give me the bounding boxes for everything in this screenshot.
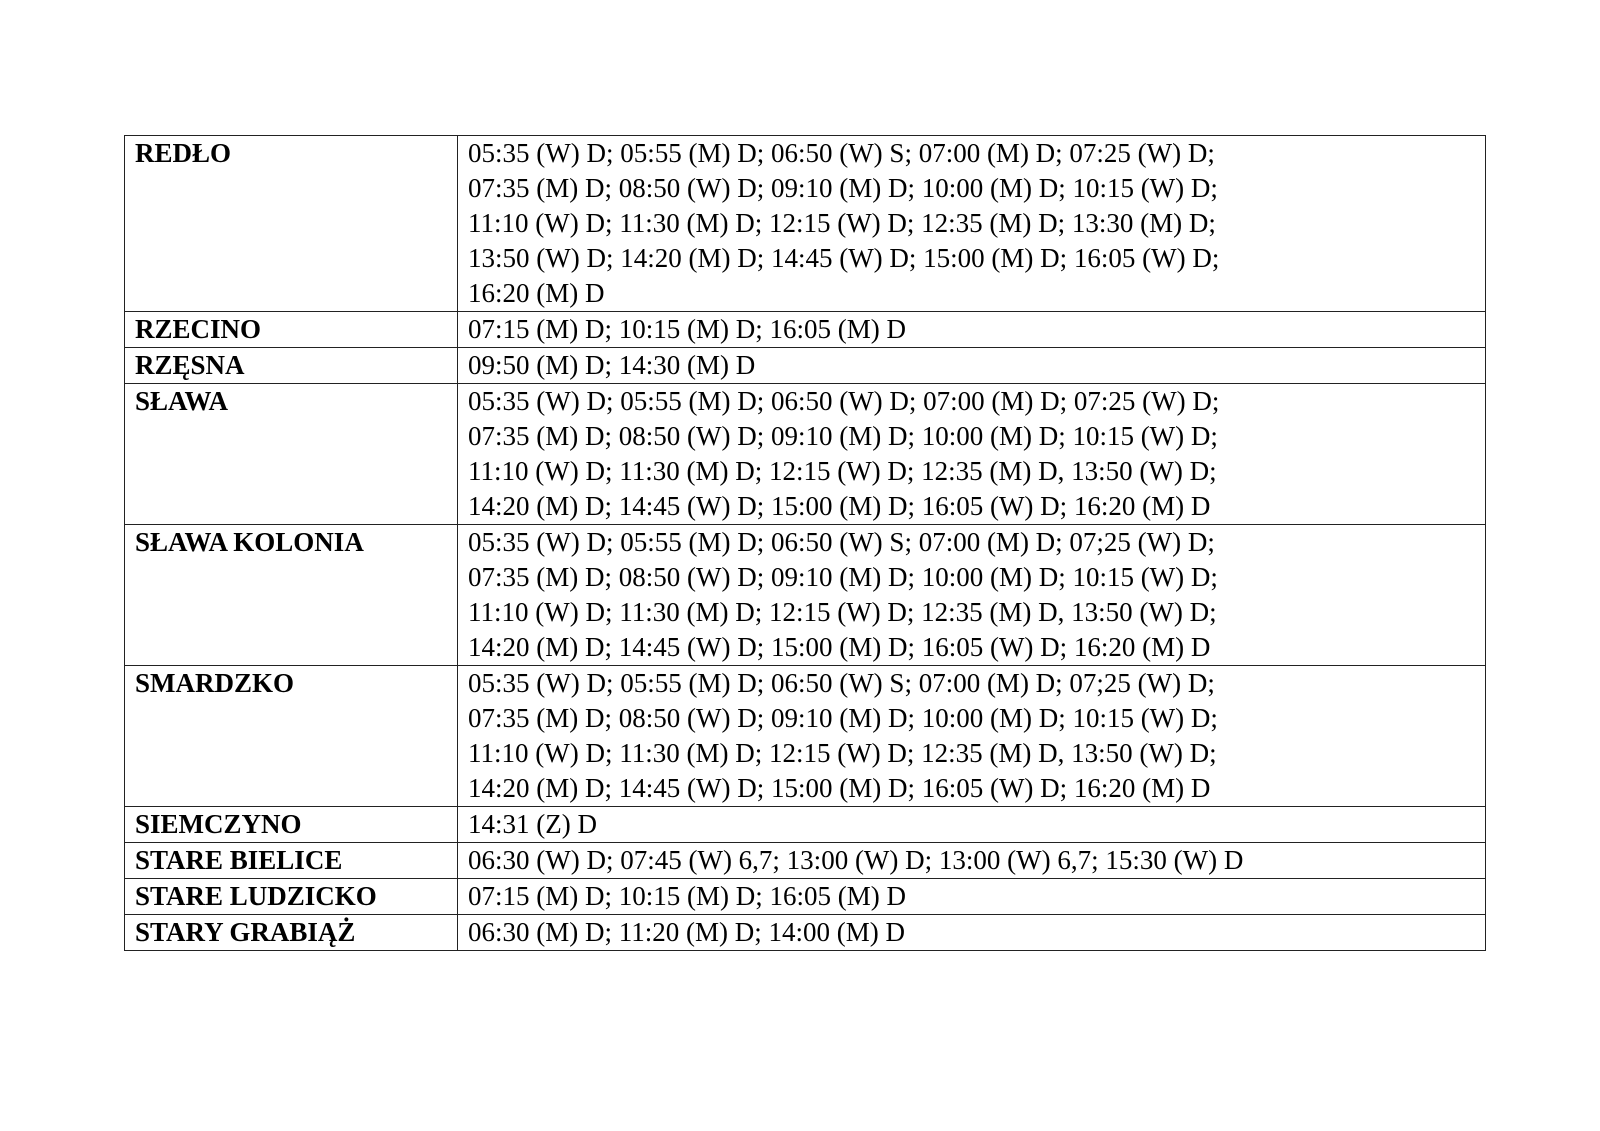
- table-row: [125, 879, 1486, 915]
- departure-times-line: 11:10 (W) D; 11:30 (M) D; 12:15 (W) D; 12:35 (M) D, 13:50 (W) D;: [468, 456, 1217, 486]
- departure-times-line: 14:31 (Z) D: [468, 809, 597, 839]
- departure-times-cell: [458, 384, 1486, 525]
- departure-times-cell: [458, 312, 1486, 348]
- table-row: [125, 384, 1486, 525]
- table-row: [125, 666, 1486, 807]
- departure-times-cell: [458, 136, 1486, 312]
- departure-times-line: 11:10 (W) D; 11:30 (M) D; 12:15 (W) D; 12:35 (M) D; 13:30 (M) D;: [468, 208, 1216, 238]
- departure-times-cell: [458, 666, 1486, 807]
- table-row: [125, 843, 1486, 879]
- departure-times-line: 07:35 (M) D; 08:50 (W) D; 09:10 (M) D; 10:00 (M) D; 10:15 (W) D;: [468, 421, 1218, 451]
- departure-times-line: 14:20 (M) D; 14:45 (W) D; 15:00 (M) D; 16:05 (W) D; 16:20 (M) D: [468, 773, 1211, 803]
- departure-times-line: 07:15 (M) D; 10:15 (M) D; 16:05 (M) D: [468, 881, 906, 911]
- departure-times-cell: [458, 807, 1486, 843]
- place-name-cell: REDŁO: [125, 136, 458, 312]
- departure-times-cell: [458, 348, 1486, 384]
- schedule-table-body: [125, 136, 1486, 951]
- table-row: [125, 525, 1486, 666]
- departure-times-line: 05:35 (W) D; 05:55 (M) D; 06:50 (W) D; 07:00 (M) D; 07:25 (W) D;: [468, 386, 1220, 416]
- place-name-cell: RZECINO: [125, 312, 458, 348]
- table-row: [125, 348, 1486, 384]
- departure-times-line: 05:35 (W) D; 05:55 (M) D; 06:50 (W) S; 07:00 (M) D; 07;25 (W) D;: [468, 527, 1215, 557]
- departure-times-line: 14:20 (M) D; 14:45 (W) D; 15:00 (M) D; 16:05 (W) D; 16:20 (M) D: [468, 632, 1211, 662]
- table-row: [125, 807, 1486, 843]
- place-name-cell: STARY GRABIĄŻ: [125, 915, 458, 951]
- place-name-cell: SIEMCZYNO: [125, 807, 458, 843]
- departure-times-cell: [458, 915, 1486, 951]
- place-name-cell: SŁAWA KOLONIA: [125, 525, 458, 666]
- departure-times-line: 05:35 (W) D; 05:55 (M) D; 06:50 (W) S; 07:00 (M) D; 07;25 (W) D;: [468, 668, 1215, 698]
- place-name-cell: SŁAWA: [125, 384, 458, 525]
- place-name-cell: RZĘSNA: [125, 348, 458, 384]
- departure-times-line: 05:35 (W) D; 05:55 (M) D; 06:50 (W) S; 07:00 (M) D; 07:25 (W) D;: [468, 138, 1215, 168]
- departure-times-line: 09:50 (M) D; 14:30 (M) D: [468, 350, 756, 380]
- table-row: [125, 136, 1486, 312]
- departure-times-line: 11:10 (W) D; 11:30 (M) D; 12:15 (W) D; 12:35 (M) D, 13:50 (W) D;: [468, 738, 1217, 768]
- departure-times-cell: [458, 525, 1486, 666]
- place-name-cell: SMARDZKO: [125, 666, 458, 807]
- departure-times-line: 07:35 (M) D; 08:50 (W) D; 09:10 (M) D; 10:00 (M) D; 10:15 (W) D;: [468, 173, 1218, 203]
- table-row: [125, 312, 1486, 348]
- table-row: [125, 915, 1486, 951]
- departure-times-line: 07:15 (M) D; 10:15 (M) D; 16:05 (M) D: [468, 314, 906, 344]
- departure-times-line: 06:30 (M) D; 11:20 (M) D; 14:00 (M) D: [468, 917, 905, 947]
- departure-times-line: 11:10 (W) D; 11:30 (M) D; 12:15 (W) D; 12:35 (M) D, 13:50 (W) D;: [468, 597, 1217, 627]
- departure-times-line: 07:35 (M) D; 08:50 (W) D; 09:10 (M) D; 10:00 (M) D; 10:15 (W) D;: [468, 562, 1218, 592]
- departure-times-line: 06:30 (W) D; 07:45 (W) 6,7; 13:00 (W) D; 13:00 (W) 6,7; 15:30 (W) D: [468, 845, 1244, 875]
- schedule-table: [124, 135, 1486, 951]
- departure-times-line: 13:50 (W) D; 14:20 (M) D; 14:45 (W) D; 15:00 (M) D; 16:05 (W) D;: [468, 243, 1220, 273]
- departure-times-cell: [458, 843, 1486, 879]
- departure-times-line: 16:20 (M) D: [468, 278, 605, 308]
- departure-times-cell: [458, 879, 1486, 915]
- place-name-cell: STARE LUDZICKO: [125, 879, 458, 915]
- departure-times-line: 07:35 (M) D; 08:50 (W) D; 09:10 (M) D; 10:00 (M) D; 10:15 (W) D;: [468, 703, 1218, 733]
- departure-times-line: 14:20 (M) D; 14:45 (W) D; 15:00 (M) D; 16:05 (W) D; 16:20 (M) D: [468, 491, 1211, 521]
- place-name-cell: STARE BIELICE: [125, 843, 458, 879]
